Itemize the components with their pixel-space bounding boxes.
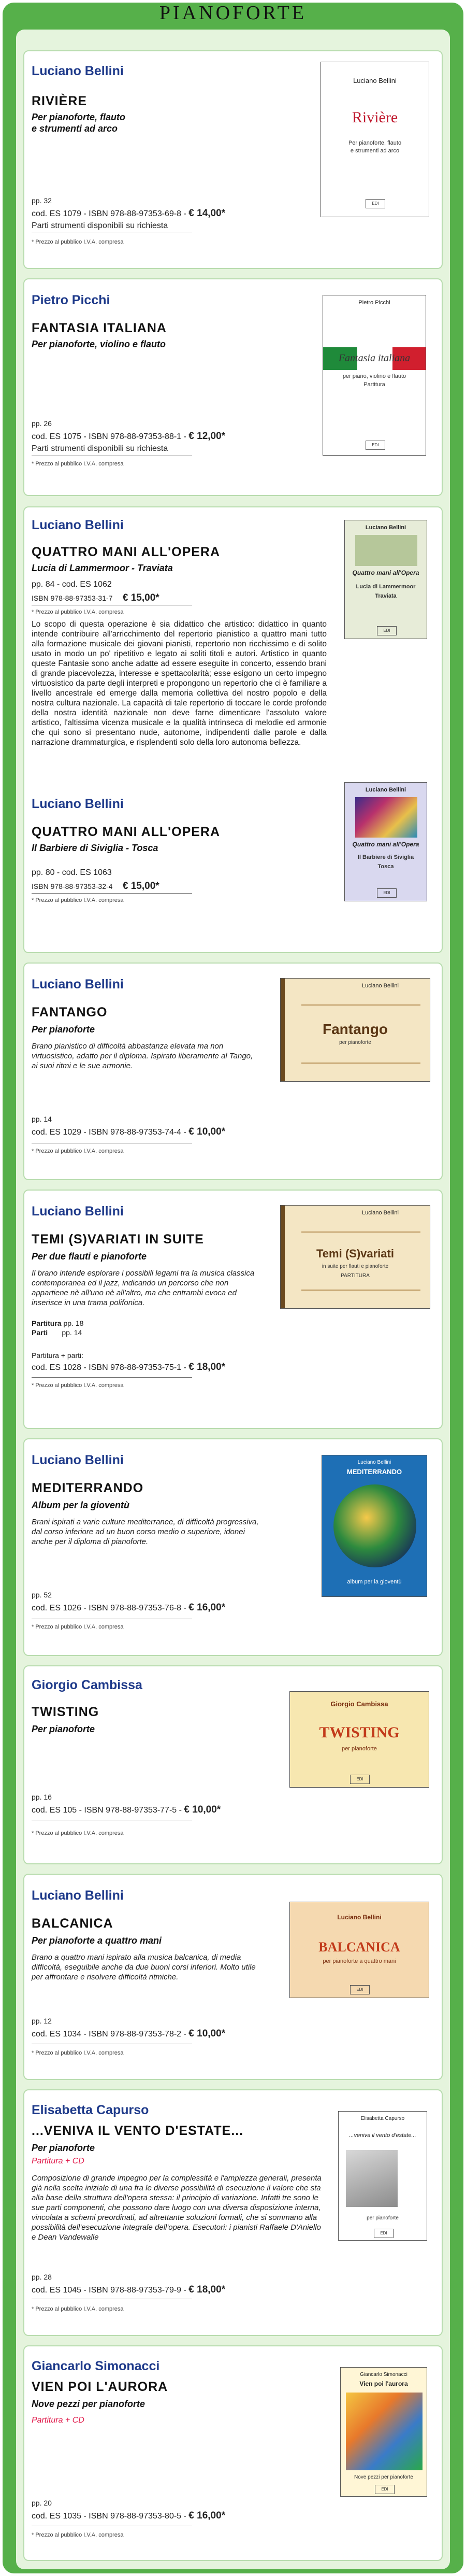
price: € 16,00* <box>188 1602 226 1613</box>
product-title: QUATTRO MANI ALL'OPERA <box>32 545 221 559</box>
cover-title: Quattro mani all'Opera <box>352 841 419 848</box>
format-note: Partitura + CD <box>32 2157 84 2165</box>
price: € 10,00* <box>188 2028 226 2039</box>
product-card <box>23 1665 443 1864</box>
page-frame <box>3 3 463 2573</box>
product-code: cod. ES 1075 - ISBN 978-88-97353-88-1 - € 12,00* <box>32 431 226 442</box>
product-subtitle: Per pianoforte <box>32 1024 95 1035</box>
product-card <box>23 278 443 496</box>
cover-subtitle: Lucia di Lammermoor <box>356 584 416 590</box>
cover-subtitle-2: PARTITURA <box>341 1273 370 1279</box>
cover-subtitle: Nove pezzi per pianoforte <box>354 2474 413 2480</box>
author-name: Luciano Bellini <box>32 797 124 811</box>
cover-author: Luciano Bellini <box>365 525 406 531</box>
product-card <box>23 1190 443 1429</box>
product-code: cod. ES 1079 - ISBN 978-88-97353-69-8 - € 14,00* <box>32 208 226 219</box>
book-cover <box>322 1455 427 1597</box>
cover-author: Giancarlo Simonacci <box>360 2372 407 2377</box>
product-subtitle: Il Barbiere di Siviglia - Tosca <box>32 843 158 853</box>
product-description: Composizione di grande impegno per la complessità e l'ampiezza generali, presenta già nella scelta iniziale di una fra le diverse possibilità di esecuzione il valore che sta alla base della struttura dell'opera stessa: il principio di variazione. Infatti tre sono le sue parti componenti, che possono dare luogo con una diversa disposizione interna, vincolata a schemi preordinati, ad altrettante soluzioni formali, che si sommano alla possibilità dell'esecuzione integrale dell'opera. Esecutori: i pianisti Raffaele D'Aniello e Dean Vandewalle <box>32 2174 322 2242</box>
cover-title: MEDITERRANDO <box>346 1468 402 1476</box>
cover-illustration <box>346 2150 398 2207</box>
cover-title: TWISTING <box>319 1724 400 1741</box>
page-count: pp. 80 - cod. ES 1063 <box>32 868 112 877</box>
publisher-logo: EDI <box>366 199 385 208</box>
book-cover <box>338 2111 427 2241</box>
price-footnote: * Prezzo al pubblico I.V.A. compresa <box>32 461 124 467</box>
cover-title: Fantango <box>323 1021 388 1037</box>
product-card <box>23 50 443 269</box>
cover-subtitle-2: Partitura <box>363 381 385 388</box>
cover-author: Luciano Bellini <box>362 1210 399 1216</box>
book-cover <box>289 1902 429 1998</box>
product-code: cod. ES 1028 - ISBN 978-88-97353-75-1 - € 18,00* <box>32 1362 226 1372</box>
divider <box>32 1377 192 1378</box>
book-cover <box>323 295 426 456</box>
product-card <box>23 506 443 953</box>
format-note: Partitura + CD <box>32 2416 84 2425</box>
author-name: Luciano Bellini <box>32 518 124 532</box>
catalog-panel <box>16 30 450 2569</box>
cover-title: Rivière <box>352 109 398 126</box>
publisher-logo: EDI <box>374 2229 394 2238</box>
price-footnote: * Prezzo al pubblico I.V.A. compresa <box>32 2050 124 2056</box>
cover-author: Luciano Bellini <box>357 1460 391 1465</box>
product-title: QUATTRO MANI ALL'OPERA <box>32 825 221 839</box>
page-count: pp. 84 - cod. ES 1062 <box>32 580 112 589</box>
product-subtitle: Per due flauti e pianoforte <box>32 1251 147 1262</box>
product-card <box>23 2089 443 2336</box>
product-description: Lo scopo di questa operazione è sia didattico che artistico: didattico in quanto intende contribuire all'arricchimento del repertorio pianistico a quattro mani tutto alla formazione musicale dei giovani pianisti, repertorio non ricchissimo e di solito usato in modo un po' ripetitivo e legato ai soliti titoli e autori. Artistico in quanto queste Fantasie sono anche adatte ad essere eseguite in concerto, essendo brani di grande piacevolezza, interesse e spettacolarità; esse esigono un certo impegno virtuosistico da parte degli interpreti e propongono un repertorio che ci è familiare a livello ancestrale ed emerge dalla memoria collettiva del nostro popolo e della nostra cultura nazionale. La capacità di tale repertorio di toccare le corde profonde della nostra identità nazionale non deve farne dimenticare l'assoluto valore artistico, l'altissima vicenza musicale e la qualità intrinseca di melodie ed armonie che qui sono si presentano nude, autonome, indipendenti dalle parole e dalla narrazione drammaturgica, e risplendenti solo della loro autonoma bellezza. <box>32 620 327 747</box>
book-cover <box>289 1691 429 1788</box>
product-title: TWISTING <box>32 1705 99 1719</box>
cover-subtitle: per pianoforte <box>367 2215 399 2221</box>
publisher-logo: EDI <box>366 441 385 450</box>
product-subtitle-2: e strumenti ad arco <box>32 123 118 134</box>
cover-subtitle: Il Barbiere di Siviglia <box>357 854 414 860</box>
publisher-logo: EDI <box>350 1775 370 1784</box>
price: € 15,00* <box>122 592 159 603</box>
author-name: Pietro Picchi <box>32 293 110 307</box>
cover-title: Quattro mani all'Opera <box>352 569 419 576</box>
book-cover <box>344 520 427 639</box>
cover-subtitle: per pianoforte <box>342 1746 377 1752</box>
product-description: Il brano intende esplorare i possibili legami tra la musica classica contemporanea ed il jazz, indicando un percorso che non appartiene nè all'uno nè all'altro, ma che entrambi evoca ed inserisce in una trama polifonica. <box>32 1269 255 1307</box>
product-description: Brano a quattro mani ispirato alla musica balcanica, di media difficoltà, eseguibile anche da due buoni corsi inferiori. Molto utile per affrontare e risolvere difficoltà ritmiche. <box>32 1953 256 1981</box>
isbn: ISBN 978-88-97353-32-4 € 15,00* <box>32 881 159 891</box>
product-title: BALCANICA <box>32 1916 113 1931</box>
book-cover <box>280 978 430 1082</box>
parts-note: Parti strumenti disponibili su richiesta <box>32 221 168 230</box>
cover-author: Luciano Bellini <box>365 787 406 793</box>
product-card <box>23 1874 443 2080</box>
product-code: cod. ES 1045 - ISBN 978-88-97353-79-9 - € 18,00* <box>32 2284 226 2295</box>
product-subtitle: Per pianoforte a quattro mani <box>32 1935 162 1946</box>
cover-subtitle: album per la gioventù <box>347 1579 402 1585</box>
product-description: Brani ispirati a varie culture mediterranee, di difficoltà progressiva, dal corso inferiore ad un buon corso medio o superiore, idonei anche per il diploma di pianoforte. <box>32 1518 259 1546</box>
product-code: cod. ES 1035 - ISBN 978-88-97353-80-5 - € 16,00* <box>32 2510 226 2521</box>
product-card <box>23 2345 443 2561</box>
cover-subtitle: Per pianoforte, flauto <box>348 140 402 146</box>
author-name: Giorgio Cambissa <box>32 1678 142 1692</box>
parts-note: Parti strumenti disponibili su richiesta <box>32 444 168 453</box>
price-footnote: * Prezzo al pubblico I.V.A. compresa <box>32 1830 124 1836</box>
cover-subtitle: in suite per flauti e pianoforte <box>322 1264 389 1269</box>
product-title: FANTASIA ITALIANA <box>32 321 167 335</box>
product-code: cod. ES 1026 - ISBN 978-88-97353-76-8 - € 16,00* <box>32 1602 226 1613</box>
page-count: pp. 14 <box>32 1115 52 1123</box>
book-cover <box>344 782 427 901</box>
product-description: Brano pianistico di difficoltà abbastanza elevata ma non virtuosistico, adatto per il diploma. Ispirato liberamente al Tango, ai suoi ritmi e le sue armonie. <box>32 1042 253 1070</box>
product-code: cod. ES 1034 - ISBN 978-88-97353-78-2 - € 10,00* <box>32 2028 226 2039</box>
cover-subtitle-2: e strumenti ad arco <box>350 148 400 154</box>
cover-subtitle-2: Traviata <box>375 593 397 599</box>
price-footnote: * Prezzo al pubblico I.V.A. compresa <box>32 2306 124 2312</box>
page-count: pp. 20 <box>32 2499 52 2507</box>
product-card <box>23 1438 443 1656</box>
publisher-logo: EDI <box>377 626 397 635</box>
author-name: Elisabetta Capurso <box>32 2103 149 2117</box>
author-name: Giancarlo Simonacci <box>32 2359 160 2373</box>
section-title: PIANOFORTE <box>159 2 307 24</box>
price: € 12,00* <box>188 431 226 442</box>
page-count: pp. 26 <box>32 419 52 428</box>
cover-illustration <box>355 535 417 566</box>
price-footnote: * Prezzo al pubblico I.V.A. compresa <box>32 239 124 245</box>
product-title: RIVIÈRE <box>32 94 88 108</box>
price-footnote: * Prezzo al pubblico I.V.A. compresa <box>32 2532 124 2538</box>
score-pages: Partitura pp. 18 <box>32 1319 84 1327</box>
cover-author: Elisabetta Capurso <box>360 2116 405 2121</box>
author-name: Luciano Bellini <box>32 1888 124 1903</box>
cover-author: Luciano Bellini <box>353 77 397 84</box>
book-cover <box>280 1205 430 1309</box>
product-subtitle: Per pianoforte <box>32 2143 95 2153</box>
product-card <box>23 963 443 1180</box>
product-title: TEMI (S)VARIATI IN SUITE <box>32 1232 204 1247</box>
price-footnote: * Prezzo al pubblico I.V.A. compresa <box>32 1624 124 1630</box>
product-subtitle: Per pianoforte, flauto <box>32 112 126 122</box>
product-title: FANTANGO <box>32 1005 108 1020</box>
page-count: pp. 12 <box>32 2017 52 2025</box>
product-code: cod. ES 105 - ISBN 978-88-97353-77-5 - € 10,00* <box>32 1804 221 1815</box>
publisher-logo: EDI <box>350 1985 370 1994</box>
parts-pages: Parti pp. 14 <box>32 1328 82 1337</box>
book-cover <box>321 62 429 217</box>
price: € 14,00* <box>188 208 226 219</box>
cover-illustration <box>355 797 417 838</box>
price: € 18,00* <box>188 2284 226 2295</box>
cover-title: ...veniva il vento d'estate... <box>349 2132 416 2139</box>
price: € 18,00* <box>188 1362 226 1372</box>
product-subtitle: Per pianoforte, violino e flauto <box>32 339 166 349</box>
product-subtitle: Lucia di Lammermoor - Traviata <box>32 563 173 573</box>
cover-author: Luciano Bellini <box>362 983 399 989</box>
product-title: ...VENIVA IL VENTO D'ESTATE... <box>32 2124 244 2138</box>
price-footnote: * Prezzo al pubblico I.V.A. compresa <box>32 1148 124 1154</box>
cover-subtitle: per pianoforte <box>339 1040 371 1045</box>
price-footnote: * Prezzo al pubblico I.V.A. compresa <box>32 897 124 903</box>
book-cover <box>340 2367 427 2497</box>
page-count: pp. 28 <box>32 2273 52 2281</box>
price-footnote: * Prezzo al pubblico I.V.A. compresa <box>32 1382 124 1389</box>
publisher-logo: EDI <box>377 888 397 898</box>
product-subtitle: Nove pezzi per pianoforte <box>32 2399 145 2409</box>
author-name: Luciano Bellini <box>32 64 124 78</box>
cover-title: BALCANICA <box>318 1940 400 1955</box>
price: € 10,00* <box>188 1126 226 1137</box>
author-name: Luciano Bellini <box>32 1204 124 1219</box>
product-title: VIEN POI L'AURORA <box>32 2380 168 2394</box>
cover-subtitle: per piano, violino e flauto <box>342 373 406 379</box>
product-subtitle: Per pianoforte <box>32 1724 95 1734</box>
product-subtitle: Album per la gioventù <box>32 1500 130 1510</box>
cover-author: Giorgio Cambissa <box>330 1700 388 1708</box>
product-title: MEDITERRANDO <box>32 1481 144 1495</box>
author-name: Luciano Bellini <box>32 977 124 992</box>
product-code: cod. ES 1029 - ISBN 978-88-97353-74-4 - € 10,00* <box>32 1126 226 1137</box>
page-count: pp. 16 <box>32 1793 52 1801</box>
divider <box>32 893 192 894</box>
cover-title: Fantasia italiana <box>338 352 411 364</box>
price: € 15,00* <box>122 881 159 891</box>
bundle-label: Partitura + parti: <box>32 1351 83 1360</box>
isbn: ISBN 978-88-97353-31-7 € 15,00* <box>32 592 159 603</box>
author-name: Luciano Bellini <box>32 1453 124 1467</box>
section-header <box>3 3 463 23</box>
price: € 16,00* <box>188 2510 226 2521</box>
price: € 10,00* <box>184 1804 221 1815</box>
cover-staff <box>301 1232 420 1291</box>
cover-author: Pietro Picchi <box>358 300 390 306</box>
cover-illustration <box>333 1484 416 1567</box>
price-footnote: * Prezzo al pubblico I.V.A. compresa <box>32 609 124 615</box>
page-count: pp. 52 <box>32 1591 52 1599</box>
cover-author: Luciano Bellini <box>337 1914 382 1921</box>
cover-title: Temi (S)variati <box>316 1247 394 1260</box>
cover-subtitle-2: Tosca <box>377 864 394 870</box>
cover-subtitle: per pianoforte a quattro mani <box>323 1958 396 1964</box>
cover-illustration <box>346 2393 423 2470</box>
cover-title: Vien poi l'aurora <box>359 2380 408 2387</box>
page-count: pp. 32 <box>32 196 52 205</box>
publisher-logo: EDI <box>375 2485 395 2494</box>
